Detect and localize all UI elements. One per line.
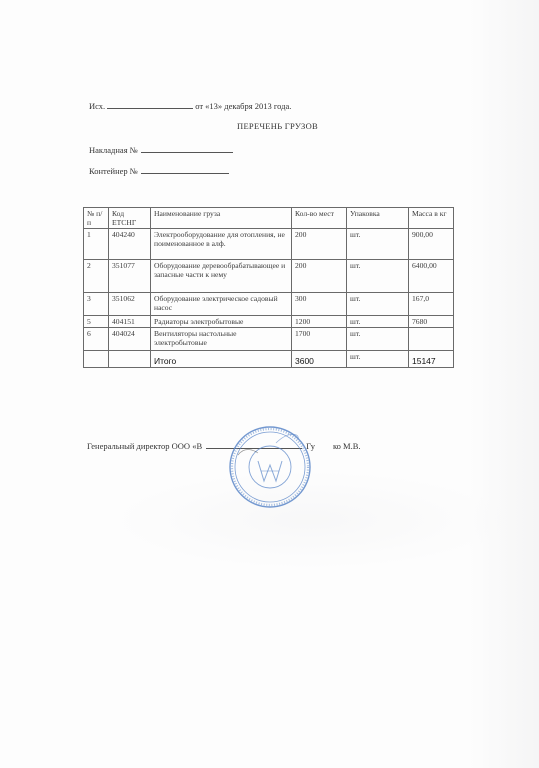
cell-qty: 300 (292, 293, 347, 316)
col-header-num: № п/п (84, 208, 109, 229)
cell-num: 3 (84, 293, 109, 316)
cell-num: 1 (84, 229, 109, 260)
table-row (84, 260, 454, 293)
cell-code: 404024 (109, 328, 151, 351)
cell-name: Оборудование электрическое садовый насос (151, 293, 292, 316)
cell-code: 404240 (109, 229, 151, 260)
cargo-table (83, 207, 454, 368)
table-row (84, 316, 454, 328)
cell-pack: шт. (347, 316, 409, 328)
total-qty: 3600 (292, 351, 347, 368)
cell-num (84, 351, 109, 368)
cell-mass (409, 328, 454, 351)
total-label: Итого (151, 351, 292, 368)
cell-pack: шт. (347, 229, 409, 260)
document-title: ПЕРЕЧЕНЬ ГРУЗОВ (237, 121, 319, 131)
container-label: Контейнер № (89, 166, 138, 176)
cell-pack: шт. (347, 328, 409, 351)
invoice-field (89, 143, 233, 155)
col-header-pack: Упаковка (347, 208, 409, 229)
table-row (84, 229, 454, 260)
cell-num: 6 (84, 328, 109, 351)
cell-pack: шт. (347, 293, 409, 316)
signatory-position: Генеральный директор ООО «В (87, 441, 203, 451)
cell-num: 2 (84, 260, 109, 293)
document-date: от «13» декабря 2013 года. (195, 101, 292, 111)
cell-qty: 200 (292, 260, 347, 293)
total-mass: 15147 (409, 351, 454, 368)
cell-name: Вентиляторы настольные электробытовые (151, 328, 292, 351)
header-line (89, 99, 291, 111)
total-pack: шт. (347, 351, 409, 368)
container-blank (141, 164, 229, 174)
cell-name: Оборудование деревообрабатывающее и запасные части к нему (151, 260, 292, 293)
col-header-name: Наименование груза (151, 208, 292, 229)
company-seal-stamp (228, 425, 312, 509)
cell-mass: 6400,00 (409, 260, 454, 293)
cell-qty: 1200 (292, 316, 347, 328)
ref-prefix: Исх. (89, 101, 106, 111)
cell-name: Радиаторы электробытовые (151, 316, 292, 328)
invoice-label: Накладная № (89, 145, 138, 155)
table-row (84, 293, 454, 316)
ref-number-blank (107, 99, 193, 109)
scan-shadow (469, 0, 539, 768)
container-field (89, 164, 229, 176)
cell-pack: шт. (347, 260, 409, 293)
cell-code: 351077 (109, 260, 151, 293)
signatory-name-part1: Гу (306, 441, 315, 451)
table-total-row (84, 351, 454, 368)
invoice-blank (141, 143, 233, 153)
cell-qty: 200 (292, 229, 347, 260)
col-header-code: Код ЕТСНГ (109, 208, 151, 229)
cell-name: Электрооборудование для отопления, не поименованное в алф. (151, 229, 292, 260)
cell-mass: 900,00 (409, 229, 454, 260)
col-header-mass: Масса в кг (409, 208, 454, 229)
cell-code (109, 351, 151, 368)
cell-code: 351062 (109, 293, 151, 316)
cell-mass: 7680 (409, 316, 454, 328)
table-header-row (84, 208, 454, 229)
cell-num: 5 (84, 316, 109, 328)
col-header-qty: Кол-во мест (292, 208, 347, 229)
signatory-name-part2: ко М.В. (332, 441, 361, 451)
table-row (84, 328, 454, 351)
signature-line (87, 439, 361, 451)
cell-code: 404151 (109, 316, 151, 328)
cell-qty: 1700 (292, 328, 347, 351)
cell-mass: 167,0 (409, 293, 454, 316)
